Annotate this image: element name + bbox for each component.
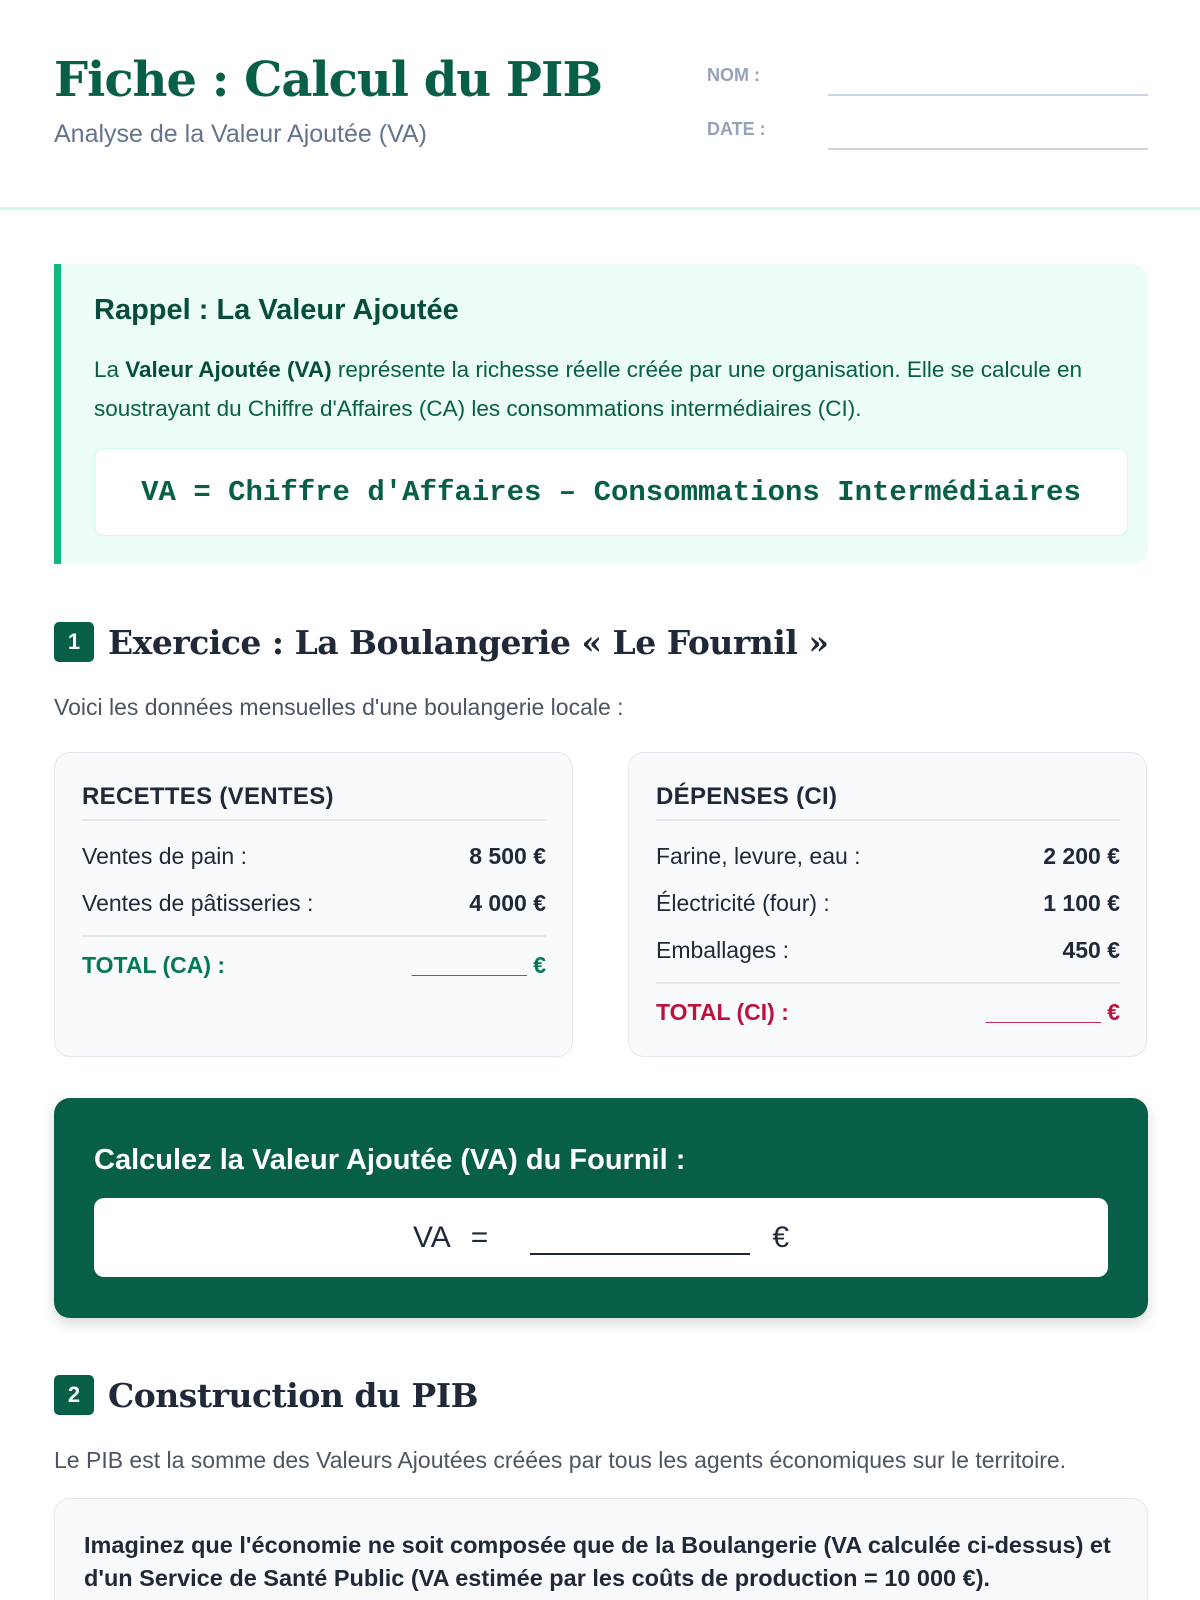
section-title: Construction du PIB xyxy=(108,1375,479,1415)
date-label: DATE : xyxy=(707,119,766,139)
depenses-row xyxy=(656,890,1120,917)
row-label: Farine, levure, eau : xyxy=(656,843,861,869)
recettes-title: RECETTES (VENTES) xyxy=(82,783,334,810)
divider xyxy=(656,982,1120,984)
equals-sign: = xyxy=(470,1220,489,1254)
page-subtitle: Analyse de la Valeur Ajoutée (VA) xyxy=(54,120,427,148)
section-2-intro: Le PIB est la somme des Valeurs Ajoutées créées par tous les agents économiques sur le territoire. xyxy=(54,1447,1067,1473)
va-label: VA xyxy=(412,1220,451,1254)
divider xyxy=(656,819,1120,821)
calc-title: Calculez la Valeur Ajoutée (VA) du Fournil : xyxy=(94,1144,686,1176)
recall-box xyxy=(54,264,1148,564)
section-number-badge: 2 xyxy=(54,1375,94,1415)
divider xyxy=(82,819,546,821)
depenses-total-row xyxy=(656,999,1120,1026)
section-1-intro: Voici les données mensuelles d'une boulangerie locale : xyxy=(54,694,624,720)
recall-title: Rappel : La Valeur Ajoutée xyxy=(94,294,459,326)
date-field-line[interactable] xyxy=(828,148,1148,150)
row-label: Ventes de pâtisseries : xyxy=(82,890,314,916)
depenses-row xyxy=(656,843,1120,870)
recall-text-prefix: La xyxy=(94,357,126,382)
va-answer-box xyxy=(94,1198,1108,1277)
total-ca-blank[interactable]: _________ € xyxy=(411,952,546,978)
euro-sign: € xyxy=(772,1220,789,1254)
section-title: Exercice : La Boulangerie « Le Fournil » xyxy=(108,622,829,662)
page-title: Fiche : Calcul du PIB xyxy=(54,52,603,108)
nom-field-line[interactable] xyxy=(828,94,1148,96)
scenario-box xyxy=(54,1498,1148,1600)
recettes-total-row xyxy=(82,952,546,979)
row-label: Emballages : xyxy=(656,937,789,963)
row-label: Électricité (four) : xyxy=(656,890,830,916)
total-ci-blank[interactable]: _________ € xyxy=(985,999,1120,1025)
depenses-row xyxy=(656,937,1120,964)
section-number-badge: 1 xyxy=(54,622,94,662)
header xyxy=(0,0,1200,210)
formula-box: VA = Chiffre d'Affaires – Consommations Intermédiaires xyxy=(94,448,1128,536)
row-value: 450 € xyxy=(1062,937,1120,963)
section-2-header xyxy=(54,1375,478,1415)
section-1-header xyxy=(54,622,828,662)
va-answer-line[interactable] xyxy=(530,1221,750,1255)
row-value: 2 200 € xyxy=(1043,843,1120,869)
row-label: Ventes de pain : xyxy=(82,843,247,869)
total-ci-label: TOTAL (CI) : xyxy=(656,999,789,1025)
va-calculation-box xyxy=(54,1098,1148,1318)
depenses-card xyxy=(628,752,1147,1057)
row-value: 4 000 € xyxy=(469,890,546,916)
row-value: 1 100 € xyxy=(1043,890,1120,916)
divider xyxy=(82,935,546,937)
recettes-row xyxy=(82,890,546,917)
recall-text-bold: Valeur Ajoutée (VA) xyxy=(125,357,332,382)
recall-text-rest: représente la richesse réelle créée par une organisation. Elle se calcule en soustrayant du Chiffre d'Affaires (CA) les consommations intermédiaires (CI). xyxy=(94,357,1083,421)
row-value: 8 500 € xyxy=(469,843,546,869)
nom-label: NOM : xyxy=(707,65,760,85)
total-ca-label: TOTAL (CA) : xyxy=(82,952,226,978)
scenario-text: Imaginez que l'économie ne soit composée que de la Boulangerie (VA calculée ci-dessus) et d'un Service de Santé Public (VA estimée par les coûts de production = 10 000 €). xyxy=(84,1532,1111,1591)
recettes-row xyxy=(82,843,546,870)
recall-text xyxy=(94,350,1124,428)
recettes-card xyxy=(54,752,573,1057)
depenses-title: DÉPENSES (CI) xyxy=(656,783,838,810)
